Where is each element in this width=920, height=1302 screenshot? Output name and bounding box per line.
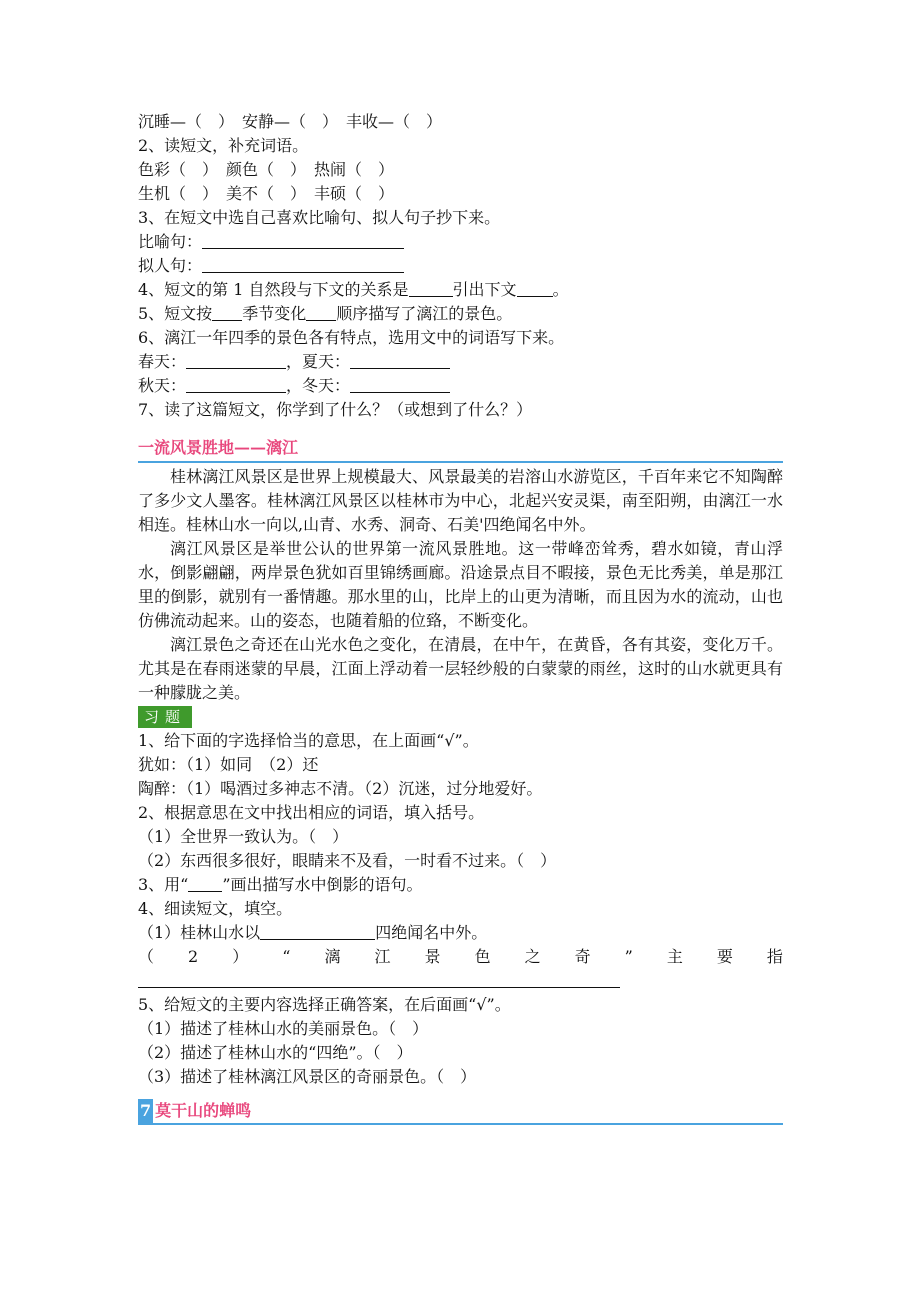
question-3: 3、在短文中选自己喜欢比喻句、拟人句子抄下来。 bbox=[138, 208, 501, 227]
autumn-winter-line bbox=[138, 374, 783, 398]
exercise-5-c: （3）描述了桂林漓江风景区的奇丽景色。（ ） bbox=[138, 1067, 477, 1086]
exercise-4-a bbox=[138, 921, 783, 945]
spring-blank bbox=[186, 352, 286, 369]
exercise-1-b: 陶醉：（1）喝酒过多神志不清。（2）沉迷，过分地爱好。 bbox=[138, 779, 543, 798]
spring-label: 春天： bbox=[138, 352, 187, 371]
exercise-4-b-char: 2 bbox=[188, 947, 199, 966]
question-5-blank-1 bbox=[212, 304, 242, 321]
question-5-text: 5、短文按 bbox=[138, 304, 213, 323]
question-4 bbox=[138, 278, 783, 302]
exercise-4-b-char: 奇 bbox=[574, 947, 591, 966]
simile-blank bbox=[202, 232, 404, 249]
question-5-text-2: 季节变化 bbox=[242, 304, 307, 323]
exercise-4-b-char: 景 bbox=[424, 947, 441, 966]
exercise-4-a-blank bbox=[260, 923, 375, 940]
article-paragraph-2: 漓江风景区是举世公认的世界第一流风景胜地。这一带峰峦耸秀，碧水如镜，青山浮水，倒影翩翩，两岸景色犹如百里锦绣画廊。沿途景点目不暇接，景色无比秀美，单是那江里的倒影，就别有一番情趣。那水里的山，比岸上的山更为清晰，而且因为水的流动，山也仿佛流动起来。山的姿态，也随着船的位臵，不断变化。 bbox=[138, 539, 783, 630]
exercise-tag-line bbox=[138, 705, 783, 729]
exercise-2-a: （1）全世界一致认为。（ ） bbox=[138, 827, 349, 846]
exercise-3-text: 3、用“ bbox=[138, 875, 189, 894]
next-section-heading bbox=[138, 1099, 783, 1125]
exercise-4-a-text: （1）桂林山水以 bbox=[138, 923, 261, 942]
exercise-4-b-char: 之 bbox=[524, 947, 541, 966]
exercise-4-b-char: （ bbox=[138, 947, 155, 966]
summer-label: ，夏天： bbox=[286, 352, 351, 371]
exercise-3-text-2: ”画出描写水中倒影的语句。 bbox=[222, 875, 423, 894]
winter-blank bbox=[350, 376, 450, 393]
question-2: 2、读短文，补充词语。 bbox=[138, 136, 309, 155]
exercise-5: 5、给短文的主要内容选择正确答案，在后面画“√”。 bbox=[138, 995, 511, 1014]
personification-blank bbox=[202, 256, 404, 273]
question-2-row-2: 生机（ ） 美不（ ） 丰硕（ ） bbox=[138, 184, 395, 203]
question-5-text-3: 顺序描写了漓江的景色。 bbox=[336, 304, 513, 323]
exercise-3 bbox=[138, 873, 783, 897]
question-4-text-3: 。 bbox=[552, 280, 569, 299]
exercise-4: 4、细读短文，填空。 bbox=[138, 899, 293, 918]
winter-label: ，冬天： bbox=[286, 376, 351, 395]
exercise-2-b: （2）东西很多很好，眼睛来不及看，一时看不过来。（ ） bbox=[138, 851, 557, 870]
article-paragraph-1: 桂林漓江风景区是世界上规模最大、风景最美的岩溶山水游览区，千百年来它不知陶醉了多少文人墨客。桂林漓江风景区以桂林市为中心，北起兴安灵渠，南至阳朔，由漓江一水相连。桂林山水一向以,山青、水秀、洞奇、石美'四绝闻名中外。 bbox=[138, 467, 783, 534]
exercise-4-b bbox=[138, 945, 783, 969]
exercise-5-b: （2）描述了桂林山水的“四绝”。（ ） bbox=[138, 1043, 413, 1062]
exercise-4-b-answer-line bbox=[138, 969, 783, 993]
question-2-row-1: 色彩（ ） 颜色（ ） 热闹（ ） bbox=[138, 160, 395, 179]
question-4-text-2: 引出下文 bbox=[452, 280, 517, 299]
simile-label: 比喻句： bbox=[138, 232, 203, 251]
exercise-tag: 习题 bbox=[138, 706, 192, 728]
exercise-5-a: （1）描述了桂林山水的美丽景色。（ ） bbox=[138, 1019, 429, 1038]
question-7: 7、读了这篇短文，你学到了什么？（或想到了什么？） bbox=[138, 400, 533, 419]
autumn-label: 秋天： bbox=[138, 376, 187, 395]
question-4-blank-2 bbox=[517, 280, 553, 297]
exercise-4-b-char: 色 bbox=[474, 947, 491, 966]
exercise-4-b-char: ） bbox=[232, 947, 249, 966]
simile-line bbox=[138, 230, 783, 254]
exercise-4-b-char: “ bbox=[282, 947, 291, 966]
exercise-4-b-char: 江 bbox=[374, 947, 391, 966]
article-title: 一流风景胜地——漓江 bbox=[138, 436, 783, 463]
antonym-line: 沉睡—（ ） 安静—（ ） 丰收—（ ） bbox=[138, 112, 443, 131]
document-page bbox=[138, 110, 783, 1125]
summer-blank bbox=[350, 352, 450, 369]
personification-label: 拟人句： bbox=[138, 256, 203, 275]
exercise-4-b-char: 要 bbox=[716, 947, 733, 966]
question-5 bbox=[138, 302, 783, 326]
exercise-1: 1、给下面的字选择恰当的意思，在上面画“√”。 bbox=[138, 731, 479, 750]
question-4-blank-1 bbox=[409, 280, 453, 297]
exercise-2: 2、根据意思在文中找出相应的词语，填入括号。 bbox=[138, 803, 485, 822]
autumn-blank bbox=[186, 376, 286, 393]
personification-line bbox=[138, 254, 783, 278]
question-6: 6、漓江一年四季的景色各有特点，选用文中的词语写下来。 bbox=[138, 328, 565, 347]
exercise-3-blank bbox=[188, 875, 222, 892]
section-number: 7 bbox=[138, 1099, 153, 1123]
spring-summer-line bbox=[138, 350, 783, 374]
next-section-title: 莫干山的蝉鸣 bbox=[155, 1101, 252, 1120]
exercise-1-a: 犹如：（1）如同 （2）还 bbox=[138, 755, 319, 774]
exercise-4-b-char: 主 bbox=[666, 947, 683, 966]
question-4-text: 4、短文的第 1 自然段与下文的关系是 bbox=[138, 280, 409, 299]
exercise-4-b-char: 指 bbox=[766, 947, 783, 966]
spacer bbox=[138, 422, 783, 436]
exercise-4-b-char: 漓 bbox=[324, 947, 341, 966]
exercise-4-b-blank bbox=[138, 971, 620, 988]
exercise-4-b-char: ” bbox=[624, 947, 633, 966]
article-paragraph-3: 漓江景色之奇还在山光水色之变化，在清晨，在中午，在黄昏，各有其姿，变化万千。尤其是在春雨迷蒙的早晨，江面上浮动着一层轻纱般的白蒙蒙的雨丝，这时的山水就更具有一种朦胧之美。 bbox=[138, 635, 783, 702]
question-5-blank-2 bbox=[306, 304, 336, 321]
exercise-4-a-text-2: 四绝闻名中外。 bbox=[375, 923, 488, 942]
